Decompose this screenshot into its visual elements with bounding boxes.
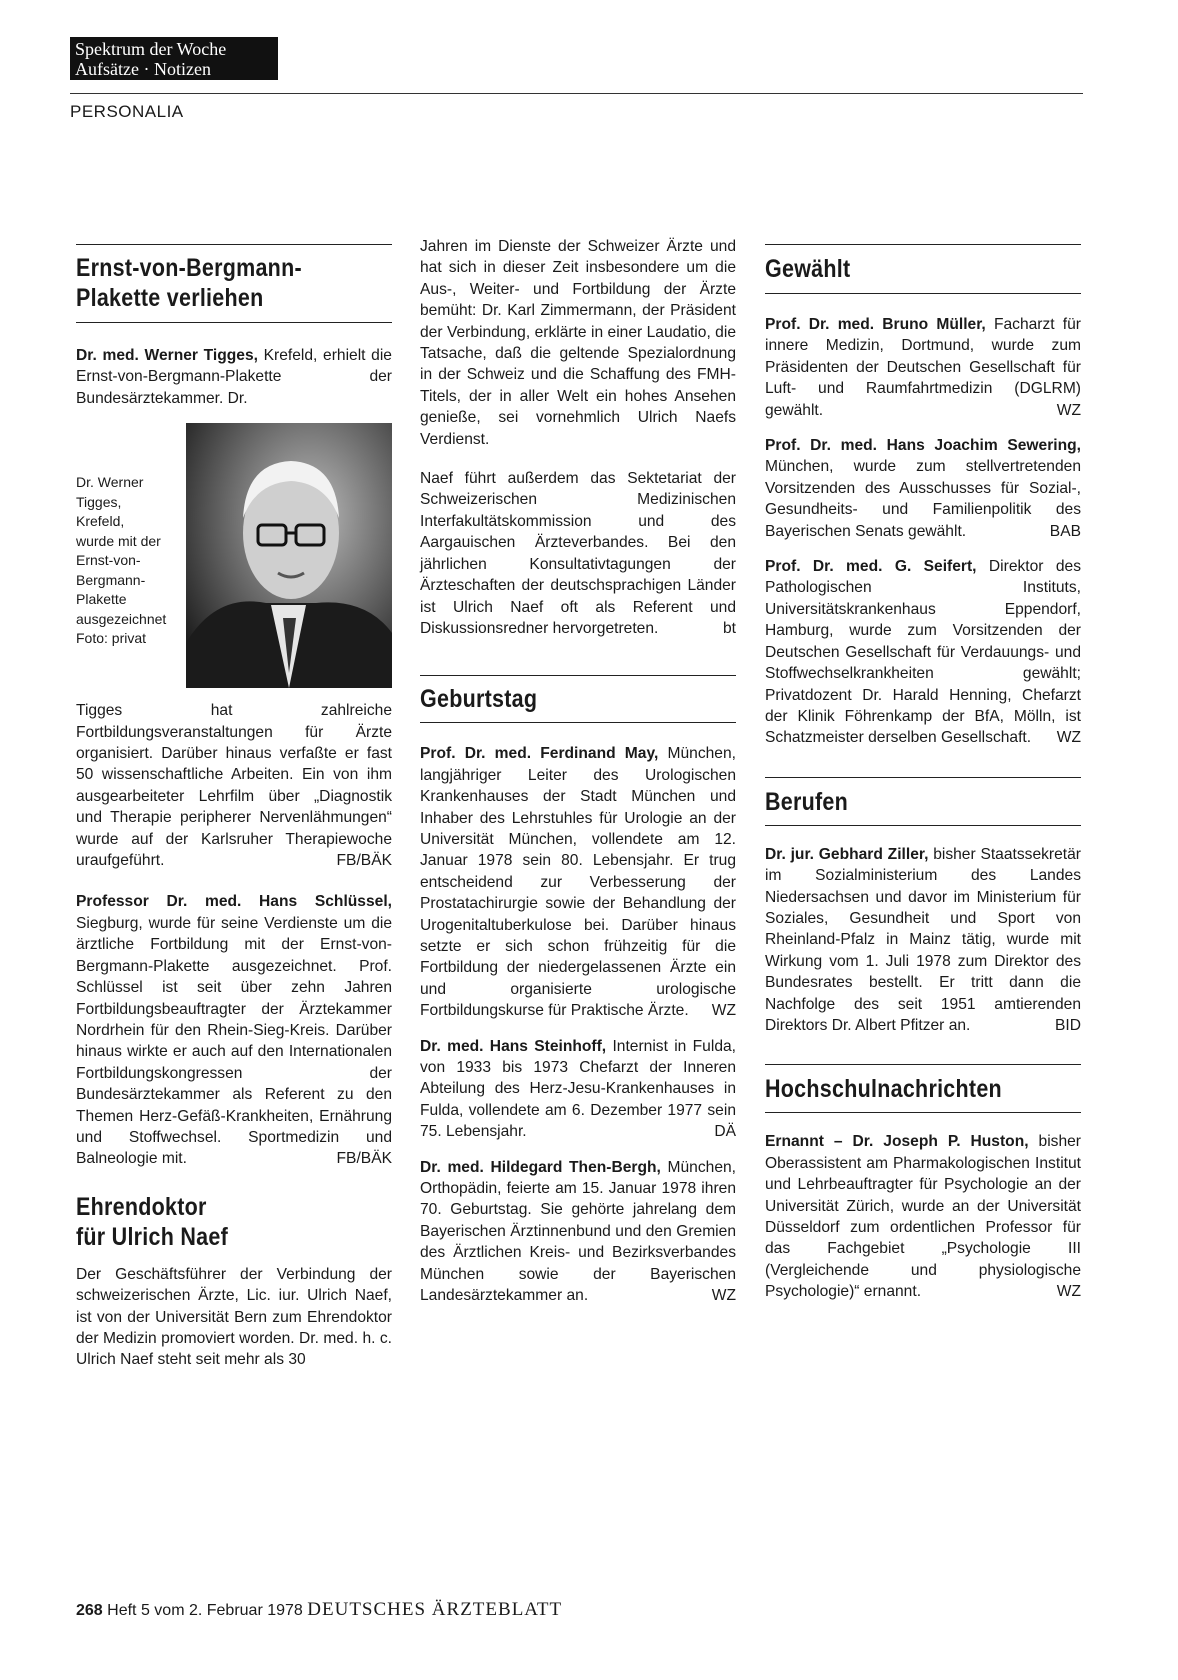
paragraph-text: München, langjähriger Leiter des Urologischen Krankenhauses der Stadt München und Inhaber des Lehrstuhles für Urologie an der Universität München, vollendete am 12. Januar 1978 sein 80. Lebensjahr. Er trug entscheidend zur Verbesserung der Prostatachirurgie sowie der Behandlung der Urogenitaltuberkulose bei. Darüber hinaus setzte er sich schon frühzeitig für die Fortbildung der niedergelassenen Ärzte ein und organisierte urologische Fortbildungskurse für Praktische Ärzte. [420, 745, 736, 1020]
person-name: Prof. Dr. med. Hans Joachim Sewering, [765, 437, 1081, 455]
heading-gewaehlt: Gewählt [765, 255, 851, 283]
article-paragraph [420, 1036, 736, 1143]
paragraph-text: Direktor des Pathologischen Instituts, Universitätskrankenhaus Eppendorf, Hamburg, wurde zum Vorsitzenden der Deutschen Gesellschaft für Verdauungs- und Stoffwechselkrankheiten gewählt; Privatdozent Dr. Harald Henning, Chefarzt der Klinik Föhrenkamp der BfA, Mölln, ist Schatzmeister derselben Gesellschaft. [765, 558, 1081, 747]
article-paragraph: Der Geschäftsführer der Verbindung der schweizerischen Ärzte, Lic. iur. Ulrich Naef, ist von der Universität Bern zum Ehrendoktor der Medizin promoviert worden. Dr. med. h. c. Ulrich Naef steht seit mehr als 30 [76, 1265, 392, 1369]
paragraph-text: München, Orthopädin, feierte am 15. Januar 1978 ihren 70. Geburtstag. Sie gehörte jahrelang dem Bayerischen Ärztinnenbund und den Gremien des Ärztlichen Kreis- und Bezirksverbandes München sowie der Bayerischen Landesärztekammer an. [420, 1158, 736, 1305]
rule [76, 244, 392, 245]
paragraph-text: Siegburg, wurde für seine Verdienste um die ärztliche Fortbildung mit der Ernst-von-Bergmann-Plakette ausgezeichnet. Prof. Schlüssel ist seit über zehn Jahren Fortbildungsbeauftragter der Ärztekammer Nordrhein für den Rhein-Sieg-Kreis. Darüber hinaus wirkte er auch auf den Internationalen Fortbildungskongressen der Bundesärztekammer als Referent zu den Themen Herz-Gefäß-Krankheiten, Ernährung und Stoffwechsel. Sportmedizin und Balneologie mit. [76, 914, 392, 1168]
paragraph-text: Internist in Fulda, von 1933 bis 1973 Chefarzt der Inneren Abteilung des Herz-Jesu-Krankenhauses in Fulda, vollendete am 6. Dezember 1977 sein 75. Lebensjahr. [420, 1037, 736, 1141]
rule [765, 1064, 1081, 1065]
person-name: Ernannt – Dr. Joseph P. Huston, [765, 1133, 1029, 1151]
heading-berufen: Berufen [765, 787, 849, 816]
paragraph-text: bisher Oberassistent am Pharmakologischen Institut und Lehrbeauftragter für Psychologie an der Universität Zürich, wurde an der Universität Düsseldorf zum ordentlichen Professor für das Fachgebiet „Psychologie III (Vergleichende und physiologische Psychologie)“ ernannt. [765, 1133, 1081, 1301]
rule [765, 825, 1081, 826]
article-paragraph [765, 844, 1081, 1037]
paragraph-text: München, wurde zum stellvertretenden Vorsitzenden des Ausschusses für Sozial-, Gesundheits- und Familienpolitik des Bayerischen Senats gewählt. [765, 458, 1081, 540]
heading-line: Plakette verliehen [76, 284, 264, 312]
page-footer [76, 1599, 562, 1621]
source-tag: bt [722, 619, 736, 637]
column-3 [765, 244, 1081, 1303]
page-number: 268 [76, 1602, 103, 1619]
source-tag: FB/BÄK [336, 1150, 392, 1168]
article-paragraph: Jahren im Dienste der Schweizer Ärzte und hat sich in dieser Zeit insbesondere um die Aus-, Weiter- und Fortbildung der Ärzte bemüht: Dr. Karl Zimmermann, der Präsident der Verbindung, erklärte in einer Laudatio, die Tatsache, daß die geltende Spezialordnung in der Schweiz und die Schaffung des FMH-Titels, der in aller Welt ein hohes Ansehen genieße, sei vornehmlich Ulrich Naefs Verdienst. [420, 238, 736, 448]
magazine-name: DEUTSCHES ÄRZTEBLATT [307, 1599, 563, 1620]
column-2 [420, 236, 736, 1306]
person-name: Dr. med. Hans Steinhoff, [420, 1037, 607, 1055]
source-tag: WZ [711, 1002, 736, 1020]
rule [765, 293, 1081, 294]
rule [765, 777, 1081, 778]
section-label: PERSONALIA [70, 102, 184, 121]
source-tag: BAB [1049, 522, 1081, 540]
paragraph-text: bisher Staatssekretär im Sozialministerium des Landes Niedersachsen und davor im Ministerium für Soziales, Gesundheit und Sport von Rheinland-Pfalz in Mainz tätig, wurde mit Wirkung vom 1. Juli 1978 zum Direktor des Bundesrates bestellt. Er tritt dann die Nachfolge des seit 1951 amtierenden Direktors Dr. Albert Pfitzer an. [765, 845, 1081, 1034]
rule [420, 722, 736, 723]
person-name: Dr. jur. Gebhard Ziller, [765, 845, 929, 863]
heading-line: Ehrendoktor [76, 1192, 207, 1221]
source-tag: BID [1055, 1016, 1081, 1034]
heading-ehrendoktor [76, 1192, 348, 1252]
article-paragraph [420, 743, 736, 1021]
heading-geburtstag: Geburtstag [420, 685, 538, 714]
photo-caption: Dr. Werner Tigges, Krefeld, wurde mit der Ernst-von-Bergmann-Plakette ausgezeichnet Foto: privat [76, 474, 167, 647]
column-1 [76, 244, 392, 1371]
header-line-1: Spektrum der Woche [75, 39, 227, 59]
header-line-2: Aufsätze · Notizen [75, 59, 211, 79]
paragraph-text: Naef führt außerdem das Sektetariat der Schweizerischen Medizinischen Interfakultätskommission und des Aargauischen Ärzteverbandes. Bei den jährlichen Konsultativtagungen der Ärzteschaften der deutschsprachigen Länder ist Ulrich Naef oft als Referent und Diskussionsredner hervorgetreten. [420, 470, 736, 637]
source-tag: WZ [711, 1287, 736, 1305]
paragraph-text: Facharzt für innere Medizin, Dortmund, wurde zum Präsidenten der Deutschen Gesellschaft für Luft- und Raumfahrtmedizin (DGLRM) gewählt. [765, 316, 1081, 419]
rule [420, 675, 736, 676]
source-tag: DÄ [714, 1123, 736, 1141]
rule [765, 1112, 1081, 1113]
heading-hochschulnachrichten: Hochschulnachrichten [765, 1075, 1002, 1104]
person-name: Professor Dr. med. Hans Schlüssel, [76, 893, 392, 911]
heading-bergmann [76, 253, 348, 313]
article-paragraph [420, 468, 736, 639]
person-name: Prof. Dr. med. Ferdinand May, [420, 745, 659, 763]
person-name: Dr. med. Werner Tigges, [76, 347, 258, 364]
rule [76, 322, 392, 323]
source-tag: WZ [1056, 401, 1081, 419]
article-paragraph [76, 345, 392, 409]
person-name: Prof. Dr. med. Bruno Müller, [765, 316, 986, 333]
article-paragraph [765, 1131, 1081, 1302]
issue-info: Heft 5 vom 2. Februar 1978 [107, 1602, 303, 1619]
rule [765, 244, 1081, 245]
section-header-box [70, 37, 278, 80]
paragraph-text: Krefeld, erhielt die Ernst-von-Bergmann-Plakette der Bundesärztekammer. Dr. [76, 347, 392, 407]
paragraph-text: Tigges hat zahlreiche Fortbildungsveranstaltungen für Ärzte organisiert. Darüber hinaus verfaßte er fast 50 wissenschaftliche Arbeiten. Ein von ihm ausgearbeiteter Lehrfilm über „Diagnostik und Therapie peripherer Nervenlähmungen“ wurde auf der Karlsruher Therapiewoche uraufgeführt. [76, 702, 392, 870]
source-tag: WZ [1056, 1283, 1081, 1301]
heading-line: Ernst-von-Bergmann- [76, 254, 302, 282]
person-name: Dr. med. Hildegard Then-Bergh, [420, 1158, 661, 1176]
heading-line: für Ulrich Naef [76, 1222, 229, 1251]
person-name: Prof. Dr. med. G. Seifert, [765, 558, 977, 576]
article-paragraph [765, 556, 1081, 749]
article-paragraph [76, 891, 392, 1169]
source-tag: FB/BÄK [336, 852, 392, 870]
header-rule [70, 93, 1083, 94]
article-paragraph [420, 1157, 736, 1307]
photo-block [76, 423, 392, 688]
portrait-photo [186, 423, 392, 688]
article-paragraph [765, 435, 1081, 542]
article-paragraph [765, 314, 1081, 421]
article-paragraph [76, 700, 392, 871]
source-tag: WZ [1056, 729, 1081, 747]
